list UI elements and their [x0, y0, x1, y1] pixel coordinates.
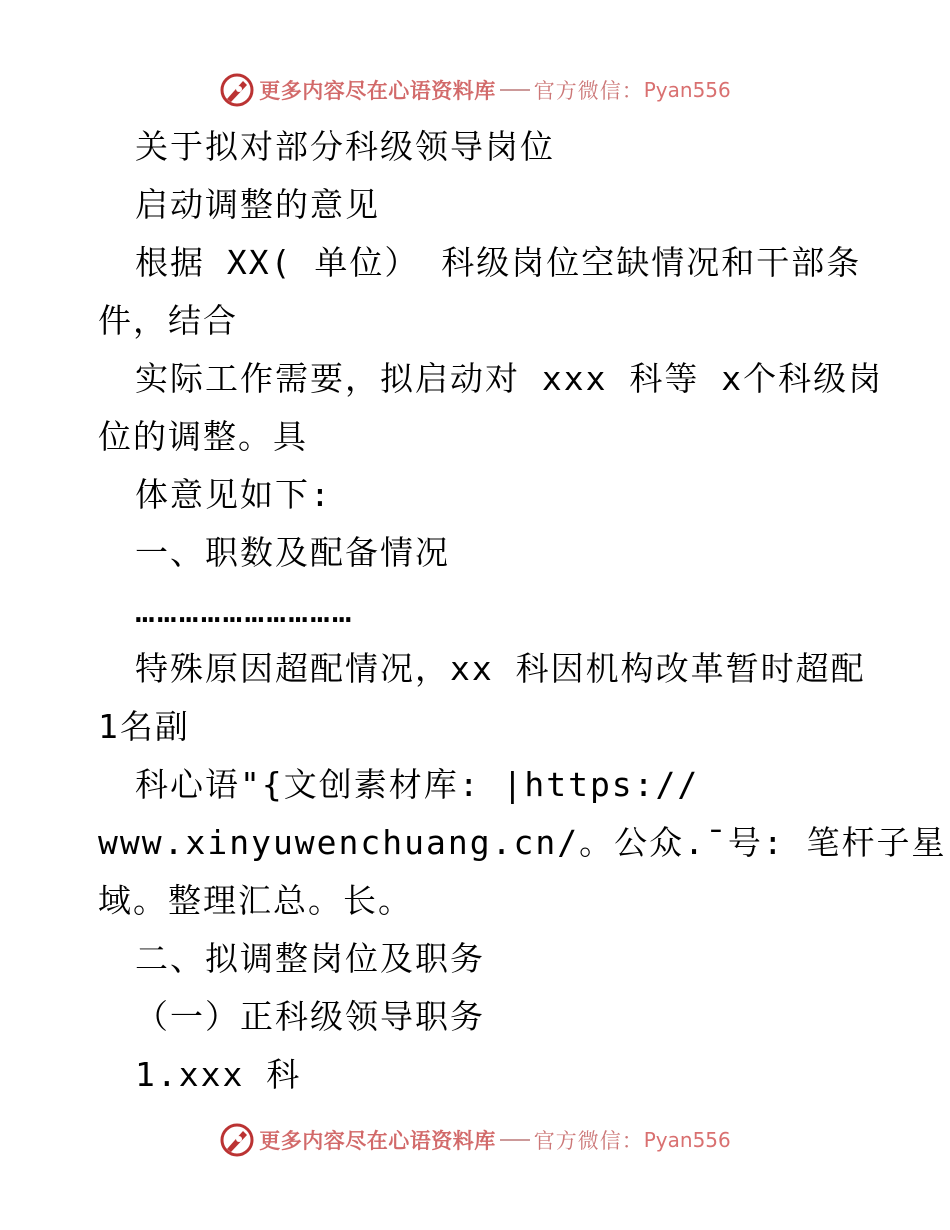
footer-banner — [0, 1120, 950, 1160]
banner-text: 更多内容尽在心语资料库 — [259, 78, 496, 103]
paragraph-line: 件，结合 — [98, 301, 238, 340]
pen-logo-icon — [219, 72, 255, 108]
paragraph-line: 体意见如下: — [135, 475, 332, 514]
paragraph-line: 域。整理汇总。长。 — [98, 881, 413, 920]
banner-wechat-id: Pyan556 — [643, 78, 731, 102]
paragraph-line: www.xinyuwenchuang.cn/。公众.¯号: 笔杆子星 — [98, 823, 947, 862]
section-heading: 一、职数及配备情况 — [135, 533, 450, 572]
section-heading: 二、拟调整岗位及职务 — [135, 939, 485, 978]
ellipsis-line: ………………………… — [135, 591, 354, 630]
banner-wechat-label: 官方微信： — [533, 79, 644, 103]
header-banner — [0, 70, 950, 110]
paragraph-line: 科心语"{文创素材库: |https:// — [135, 765, 700, 804]
paragraph-line: 位的调整。具 — [98, 417, 308, 456]
doc-title-line-2: 启动调整的意见 — [135, 185, 380, 224]
doc-title-line-1: 关于拟对部分科级领导岗位 — [135, 127, 555, 166]
list-item: 1.xxx 科 — [135, 1055, 302, 1094]
pen-logo-icon — [219, 1122, 255, 1158]
paragraph-line: 根据 XX( 单位） 科级岗位空缺情况和干部条 — [135, 243, 862, 282]
banner-text: 更多内容尽在心语资料库 — [259, 1128, 496, 1153]
paragraph-line: 实际工作需要，拟启动对 xxx 科等 x个科级岗 — [135, 359, 884, 398]
banner-separator — [500, 1139, 530, 1141]
banner-wechat-label: 官方微信： — [533, 1129, 644, 1153]
paragraph-line: 特殊原因超配情况，xx 科因机构改革暂时超配 — [135, 649, 866, 688]
subsection-heading: （一）正科级领导职务 — [135, 997, 485, 1036]
paragraph-line: 1名副 — [98, 707, 190, 746]
banner-wechat-id: Pyan556 — [643, 1128, 731, 1152]
banner-separator — [500, 89, 530, 91]
